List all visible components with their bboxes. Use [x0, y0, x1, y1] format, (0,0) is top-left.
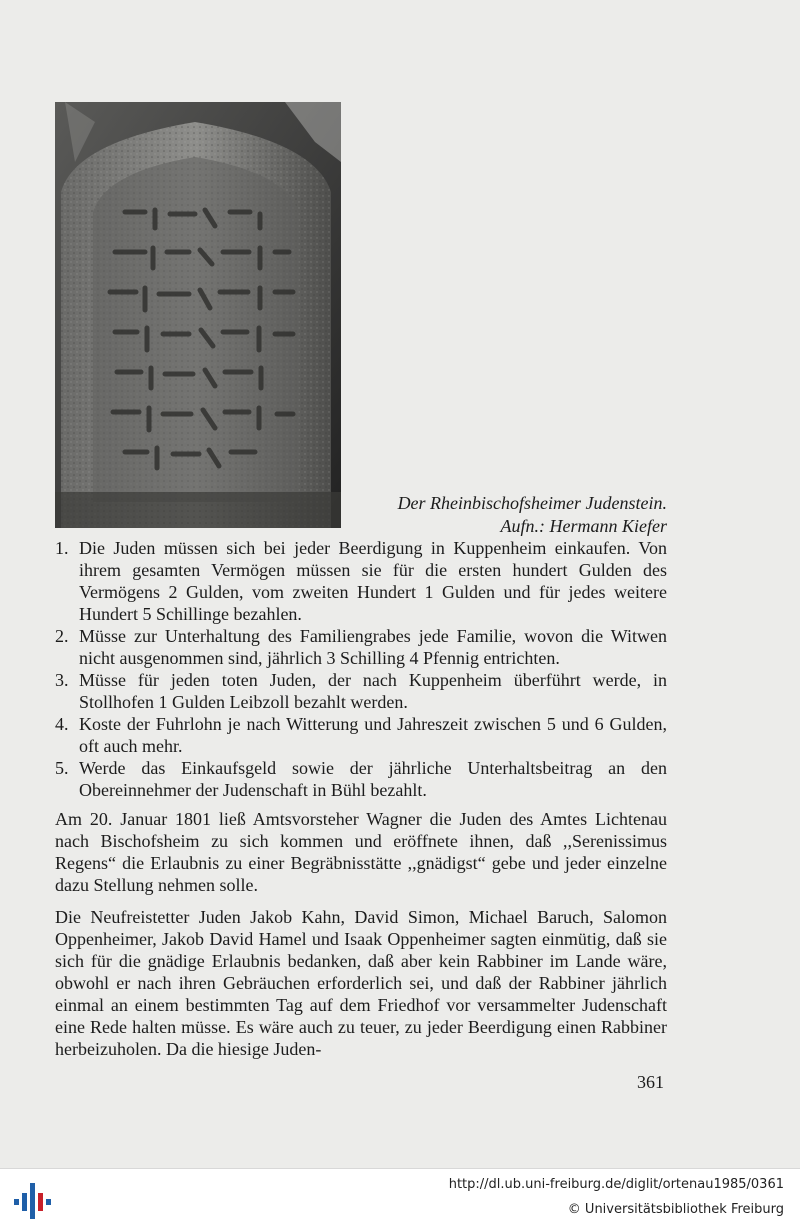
list-item-text: Müsse für jeden toten Juden, der nach Kuppenheim überführt werde, in Stollhofen 1 Gulden Leibzoll bezahlt werden. — [79, 670, 667, 712]
gravestone-image — [55, 102, 341, 528]
caption-title: Der Rheinbischofsheimer Judenstein. — [397, 493, 667, 513]
list-item-text: Werde das Einkaufsgeld sowie der jährliche Unterhaltsbeitrag an den Obereinnehmer der Judenschaft in Bühl bezahlt. — [79, 758, 667, 800]
photo-caption — [398, 492, 667, 538]
list-item-text: Müsse zur Unterhaltung des Familiengrabes jede Familie, wovon die Witwen nicht ausgenommen sind, jährlich 3 Schilling 4 Pfennig entrichten. — [79, 626, 667, 668]
list-item-text: Koste der Fuhrlohn je nach Witterung und Jahreszeit zwischen 5 und 6 Gulden, oft auch mehr. — [79, 714, 667, 756]
page-number: 361 — [637, 1072, 664, 1092]
footer-bar — [0, 1168, 800, 1227]
list-item — [55, 625, 667, 669]
list-item-number: 4. — [55, 714, 69, 734]
list-item-number: 1. — [55, 538, 69, 558]
list-item — [55, 669, 667, 713]
source-url[interactable]: http://dl.ub.uni-freiburg.de/diglit/ortenau1985/0361 — [448, 1177, 784, 1192]
list-item — [55, 537, 667, 625]
caption-credit: Aufn.: Hermann Kiefer — [500, 516, 667, 536]
copyright-notice: © Universitätsbibliothek Freiburg — [567, 1202, 784, 1217]
paragraph: Die Neufreistetter Juden Jakob Kahn, David Simon, Michael Baruch, Salomon Oppenheimer, Jakob David Hamel und Isaak Oppenheimer sagten einmütig, daß sie sich für die gnädige Erlaubnis bedanken, daß aber kein Rabbiner im Lande wäre, obwohl er nach ihren Gebräuchen erforderlich sei, und daß der Rabbiner jährlich einmal an einem bestimmten Tag auf dem Friedhof vor versammelter Judenschaft eine Rede halten müsse. Es wäre auch zu teuer, zu jeder Beerdigung einen Rabbiner herbeizuholen. Da die hiesige Juden- — [55, 907, 667, 1059]
list-item-number: 3. — [55, 670, 69, 690]
paragraph: Am 20. Januar 1801 ließ Amtsvorsteher Wagner die Juden des Amtes Lichtenau nach Bischofsheim zu sich kommen und eröffnete ihnen, daß ,,Serenissimus Regens“ die Erlaubnis zu einer Begräbnisstätte ,,gnädigst“ gebe und jeder einzelne dazu Stellung nehmen solle. — [55, 809, 667, 895]
gravestone-photo — [55, 102, 341, 528]
list-item-number: 5. — [55, 758, 69, 778]
list-item — [55, 757, 667, 801]
list-item-number: 2. — [55, 626, 69, 646]
list-item — [55, 713, 667, 757]
numbered-list — [55, 537, 667, 801]
library-logo-icon — [12, 1179, 52, 1219]
list-item-text: Die Juden müssen sich bei jeder Beerdigung in Kuppenheim einkaufen. Von ihrem gesamten Vermögen müssen sie für die ersten hundert Gulden des Vermögens 2 Gulden, vom zweiten Hundert 1 Gulden und für jedes weitere Hundert 5 Schillinge bezahlen. — [79, 538, 667, 624]
